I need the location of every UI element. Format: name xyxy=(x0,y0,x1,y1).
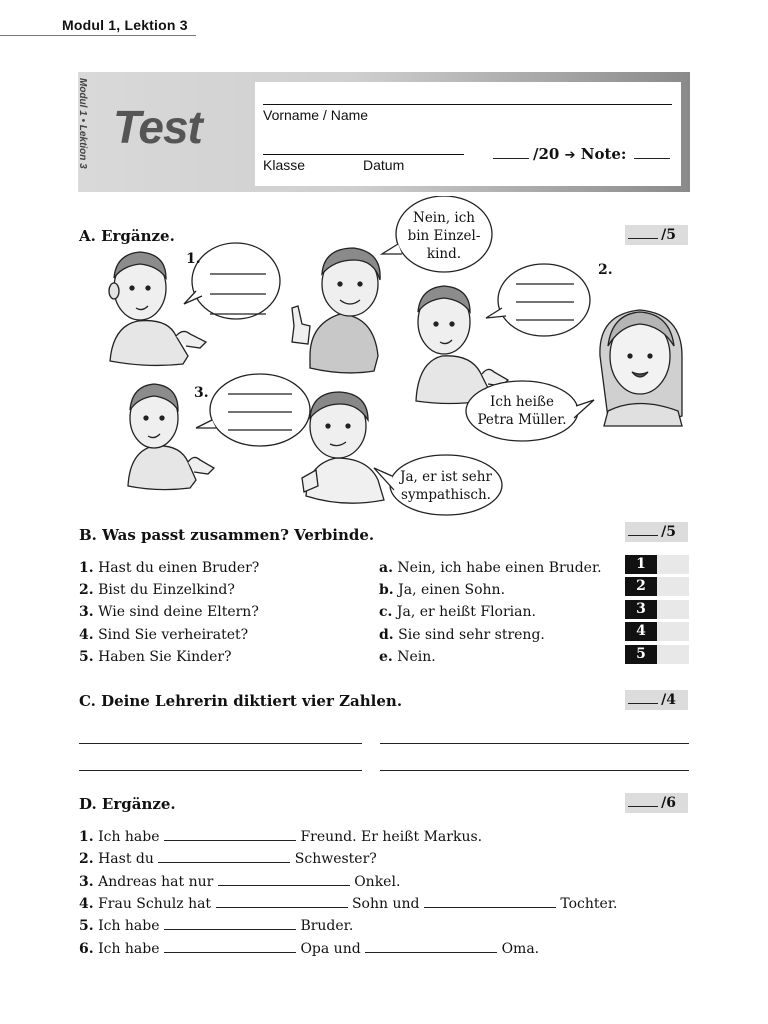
date-label: Datum xyxy=(363,157,405,173)
item-text: Oma. xyxy=(501,941,540,957)
item-number: 3. xyxy=(79,874,94,890)
item-text: Sohn und xyxy=(351,896,420,912)
section-c-score xyxy=(625,690,688,710)
question-number: 4. xyxy=(79,627,94,643)
answer-item xyxy=(379,627,545,643)
item-text: Freund. Er heißt Markus. xyxy=(300,829,483,845)
answer-letter: b. xyxy=(379,582,394,598)
section-d-score-value: /6 xyxy=(661,795,676,811)
fill-in-blank[interactable] xyxy=(164,951,296,953)
score-blank[interactable] xyxy=(628,805,658,807)
number-answer-line[interactable] xyxy=(380,743,689,744)
bubble-bottom-line-2: sympathisch. xyxy=(401,487,491,503)
answer-letter: c. xyxy=(379,604,393,620)
item-text: Ich habe xyxy=(98,941,160,957)
scene-number-1: 1. xyxy=(186,251,201,267)
name-label: Vorname / Name xyxy=(263,107,369,123)
answer-grid-number: 4 xyxy=(625,622,657,641)
answer-text: Nein. xyxy=(397,649,436,665)
bubble-top-line-3: kind. xyxy=(426,246,462,262)
scene-number-2: 2. xyxy=(598,262,613,278)
number-answer-line[interactable] xyxy=(79,743,362,744)
item-text: Ich habe xyxy=(98,829,160,845)
item-text: Frau Schulz hat xyxy=(98,896,212,912)
fill-in-item xyxy=(79,918,353,934)
conversation-illustration xyxy=(78,196,690,526)
section-b-score-value: /5 xyxy=(661,524,676,540)
question-item xyxy=(79,649,232,665)
girl-figure-petra xyxy=(600,310,682,426)
question-item xyxy=(79,604,259,620)
answer-text: Ja, er heißt Florian. xyxy=(396,604,536,620)
fill-in-blank[interactable] xyxy=(164,928,296,930)
grade-blank[interactable] xyxy=(634,157,670,159)
bubble-2 xyxy=(498,264,590,336)
arrow-icon: ➔ xyxy=(564,148,576,163)
score-blank[interactable] xyxy=(628,534,658,536)
module-header: Modul 1, Lektion 3 xyxy=(62,17,188,33)
number-answer-line[interactable] xyxy=(380,770,689,771)
name-card xyxy=(255,82,681,186)
question-text: Haben Sie Kinder? xyxy=(98,649,232,665)
item-number: 1. xyxy=(79,829,94,845)
bubble-3 xyxy=(210,374,310,446)
fill-in-item xyxy=(79,941,539,957)
bubble-petra xyxy=(466,381,578,441)
section-c-score-value: /4 xyxy=(661,692,676,708)
answer-grid-cell[interactable] xyxy=(625,555,689,574)
bubble-petra-line-1: Ich heiße xyxy=(490,394,554,410)
answer-grid-number: 5 xyxy=(625,645,657,664)
answer-item xyxy=(379,582,505,598)
bubble-top-line-2: bin Einzel- xyxy=(407,228,481,244)
item-text: Opa und xyxy=(300,941,361,957)
fill-in-item xyxy=(79,874,400,890)
item-text: Andreas hat nur xyxy=(98,874,214,890)
answer-item xyxy=(379,560,602,576)
bubble-bottom xyxy=(390,455,502,515)
question-number: 1. xyxy=(79,560,94,576)
answer-letter: d. xyxy=(379,627,394,643)
fill-in-blank[interactable] xyxy=(424,906,556,908)
score-blank[interactable] xyxy=(628,702,658,704)
boy-figure-4 xyxy=(302,392,384,503)
item-text: Tochter. xyxy=(560,896,618,912)
answer-grid-cell[interactable] xyxy=(625,600,689,619)
section-d-title: D. Ergänze. xyxy=(79,795,176,813)
class-label: Klasse xyxy=(263,157,306,173)
man-thumbs-up-figure xyxy=(292,248,380,373)
answer-grid-cell[interactable] xyxy=(625,577,689,596)
answer-grid-number: 2 xyxy=(625,577,657,596)
section-b-score xyxy=(625,522,688,542)
boy-figure-1 xyxy=(109,252,206,365)
question-number: 5. xyxy=(79,649,94,665)
answer-letter: a. xyxy=(379,560,393,576)
answer-grid-number: 1 xyxy=(625,555,657,574)
item-number: 6. xyxy=(79,941,94,957)
fill-in-blank[interactable] xyxy=(164,839,296,841)
answer-grid-cell[interactable] xyxy=(625,645,689,664)
name-field[interactable] xyxy=(263,104,672,105)
item-number: 5. xyxy=(79,918,94,934)
bubble-top-line-1: Nein, ich xyxy=(413,210,475,226)
item-text: Hast du xyxy=(98,851,154,867)
section-c-title: C. Deine Lehrerin diktiert vier Zahlen. xyxy=(79,692,403,710)
question-text: Sind Sie verheiratet? xyxy=(98,627,249,643)
answer-letter: e. xyxy=(379,649,393,665)
answer-grid-cell[interactable] xyxy=(625,622,689,641)
item-number: 4. xyxy=(79,896,94,912)
question-number: 3. xyxy=(79,604,94,620)
question-item xyxy=(79,627,248,643)
section-b-title: B. Was passt zusammen? Verbinde. xyxy=(79,526,375,544)
item-text: Schwester? xyxy=(294,851,377,867)
header-rule xyxy=(0,35,196,36)
question-item xyxy=(79,560,259,576)
fill-in-blank[interactable] xyxy=(218,884,350,886)
banner-side-text: Modul 1 • Lektion 3 xyxy=(77,78,88,169)
question-item xyxy=(79,582,235,598)
fill-in-blank[interactable] xyxy=(365,951,497,953)
number-answer-line[interactable] xyxy=(79,770,362,771)
question-text: Wie sind deine Eltern? xyxy=(98,604,259,620)
total-score-blank[interactable] xyxy=(493,157,529,159)
question-number: 2. xyxy=(79,582,94,598)
section-d-score xyxy=(625,793,688,813)
fill-in-blank[interactable] xyxy=(216,906,348,908)
total-score xyxy=(493,145,670,163)
bubble-1 xyxy=(192,243,280,319)
total-score-value: /20 xyxy=(533,145,560,163)
answer-text: Ja, einen Sohn. xyxy=(398,582,506,598)
answer-item xyxy=(379,604,536,620)
section-a-score-value: /5 xyxy=(661,227,676,243)
bubble-bottom-line-1: Ja, er ist sehr xyxy=(400,469,492,485)
banner-side-label xyxy=(77,78,103,190)
fill-in-item xyxy=(79,896,617,912)
item-text: Bruder. xyxy=(300,918,354,934)
fill-in-blank[interactable] xyxy=(158,861,290,863)
fill-in-item xyxy=(79,851,377,867)
answer-text: Nein, ich habe einen Bruder. xyxy=(397,560,602,576)
bubble-petra-line-2: Petra Müller. xyxy=(477,412,567,428)
item-text: Ich habe xyxy=(98,918,160,934)
answer-grid-number: 3 xyxy=(625,600,657,619)
scene-number-3: 3. xyxy=(194,385,209,401)
item-text: Onkel. xyxy=(354,874,401,890)
item-number: 2. xyxy=(79,851,94,867)
class-date-field[interactable] xyxy=(263,154,464,155)
test-title: Test xyxy=(113,101,202,153)
question-text: Hast du einen Bruder? xyxy=(98,560,260,576)
section-a-title: A. Ergänze. xyxy=(79,227,175,245)
grade-label: Note: xyxy=(580,145,627,163)
answer-text: Sie sind sehr streng. xyxy=(398,627,545,643)
question-text: Bist du Einzelkind? xyxy=(98,582,235,598)
fill-in-item xyxy=(79,829,482,845)
answer-item xyxy=(379,649,436,665)
